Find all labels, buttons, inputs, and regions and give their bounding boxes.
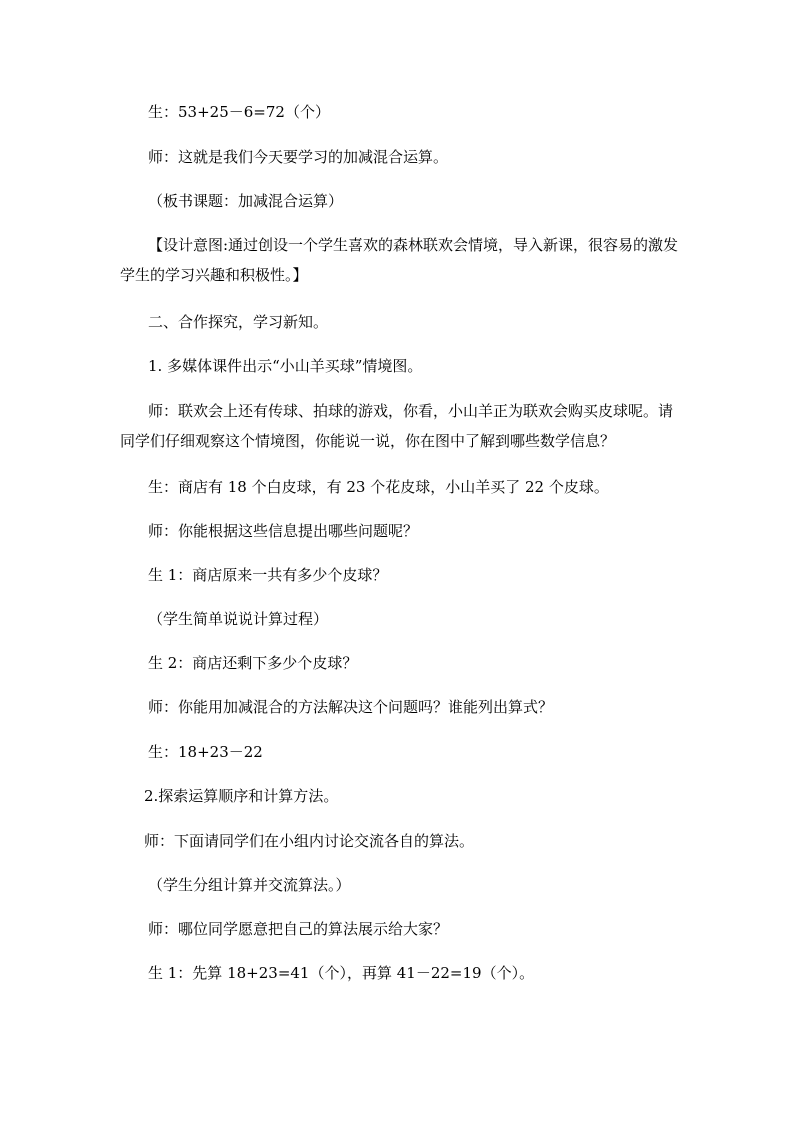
paragraph-student-answer-1: 生：53+25－6=72（个） <box>148 103 330 121</box>
paragraph-step-2: 2.探索运算顺序和计算方法。 <box>144 787 339 805</box>
paragraph-teacher-share: 师：哪位同学愿意把自己的算法展示给大家？ <box>148 920 449 938</box>
section-heading-2: 二、合作探究，学习新知。 <box>148 313 329 331</box>
paragraph-student2-question: 生 2：商店还剩下多少个皮球？ <box>148 654 358 672</box>
paragraph-step-1: 1. 多媒体课件出示“小山羊买球”情境图。 <box>148 357 423 375</box>
paragraph-teacher-mixed: 师：你能用加减混合的方法解决这个问题吗？谁能列出算式？ <box>148 698 554 716</box>
paragraph-student1-method: 生 1：先算 18+23=41（个），再算 41－22=19（个）。 <box>148 964 535 982</box>
paragraph-teacher-discuss: 师：下面请同学们在小组内讨论交流各自的算法。 <box>144 832 475 850</box>
paragraph-teacher-scene: 师：联欢会上还有传球、拍球的游戏，你看，小山羊正为联欢会购买皮球呢。请同学们仔细观察这个情境图，你能说一说，你在图中了解到哪些数学信息？ <box>120 402 674 450</box>
paragraph-note-process: （学生简单说说计算过程） <box>148 610 329 628</box>
paragraph-teacher-question: 师：你能根据这些信息提出哪些问题呢？ <box>148 522 419 540</box>
paragraph-student-formula: 生：18+23－22 <box>148 743 263 761</box>
paragraph-student-info: 生：商店有 18 个白皮球，有 23 个花皮球，小山羊买了 22 个皮球。 <box>148 478 609 496</box>
paragraph-student1-question: 生 1：商店原来一共有多少个皮球？ <box>148 566 388 584</box>
paragraph-design-intent: 【设计意图:通过创设一个学生喜欢的森林联欢会情境，导入新课，很容易的激发学生的学习兴趣和积极性。】 <box>120 236 679 284</box>
paragraph-board-title: （板书课题：加减混合运算） <box>148 192 344 210</box>
paragraph-teacher-intro: 师：这就是我们今天要学习的加减混合运算。 <box>148 148 449 166</box>
paragraph-group-work: （学生分组计算并交流算法。） <box>148 876 351 894</box>
